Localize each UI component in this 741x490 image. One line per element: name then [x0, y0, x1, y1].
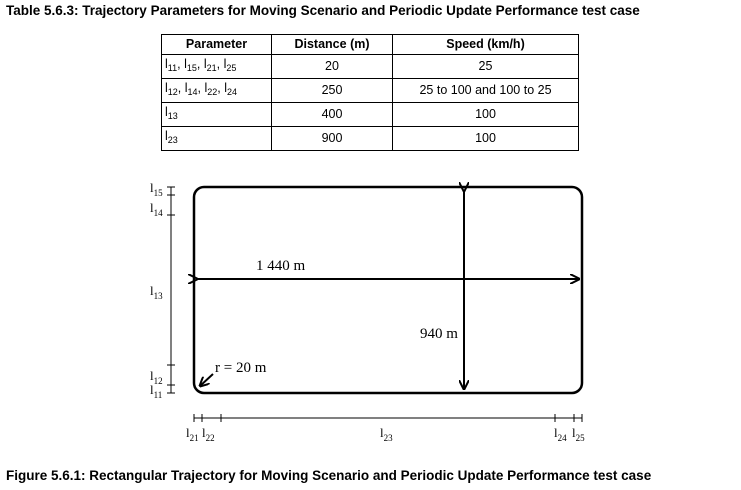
parameter-cell: $l_{12}$, $l_{14}$, $l_{22}$, $l_{24}$: [162, 79, 272, 103]
radius-arrow: [200, 374, 213, 386]
distance-cell: 900: [272, 127, 393, 151]
parameter-symbol: $l_{12}$: [165, 81, 178, 97]
segment-label-l12: $l_{12}$: [150, 368, 163, 386]
table-title: Table 5.6.3: Trajectory Parameters for Moving Scenario and Periodic Update Performance test case: [6, 3, 640, 18]
segment-label-l11: $l_{11}$: [150, 382, 163, 400]
parameter-symbol: $l_{14}$: [184, 81, 198, 97]
height-label: 940 m: [420, 326, 458, 342]
radius-label: r = 20 m: [215, 360, 267, 376]
speed-cell: 100: [393, 127, 579, 151]
segment-label-l15: $l_{15}$: [150, 180, 163, 198]
segment-label-l25: $l_{25}$: [572, 425, 585, 443]
distance-cell: 20: [272, 55, 393, 79]
header-speed: Speed (km/h): [393, 35, 579, 55]
figure-caption: Figure 5.6.1: Rectangular Trajectory for Moving Scenario and Periodic Update Performance test case: [6, 468, 652, 483]
parameter-symbol: $l_{11}$: [165, 57, 178, 73]
header-distance: Distance (m): [272, 35, 393, 55]
left-segment-ruler: [167, 187, 175, 393]
speed-cell: 25 to 100 and 100 to 25: [393, 79, 579, 103]
parameter-symbol: $l_{22}$: [204, 81, 218, 97]
parameter-symbol: $l_{15}$: [184, 57, 197, 73]
parameter-symbol: $l_{13}$: [165, 105, 178, 121]
speed-cell: 25: [393, 55, 579, 79]
parameter-symbol: $l_{21}$: [203, 57, 217, 73]
segment-label-l22: $l_{22}$: [202, 425, 215, 443]
width-label: 1 440 m: [256, 258, 306, 274]
segment-label-l21: $l_{21}$: [186, 425, 199, 443]
segment-label-l23: $l_{23}$: [380, 425, 393, 443]
segment-label-l24: $l_{24}$: [554, 425, 567, 443]
parameter-symbol: $l_{24}$: [224, 81, 238, 97]
distance-cell: 250: [272, 79, 393, 103]
parameter-symbol: $l_{23}$: [165, 129, 178, 145]
header-parameter: Parameter: [162, 35, 272, 55]
distance-cell: 400: [272, 103, 393, 127]
speed-cell: 100: [393, 103, 579, 127]
parameter-symbol: $l_{25}$: [223, 57, 237, 73]
bottom-segment-ruler: [194, 414, 582, 422]
segment-label-l14: $l_{14}$: [150, 200, 163, 218]
segment-label-l13: $l_{13}$: [150, 283, 163, 301]
parameter-cell: $l_{11}$, $l_{15}$, $l_{21}$, $l_{25}$: [162, 55, 272, 79]
